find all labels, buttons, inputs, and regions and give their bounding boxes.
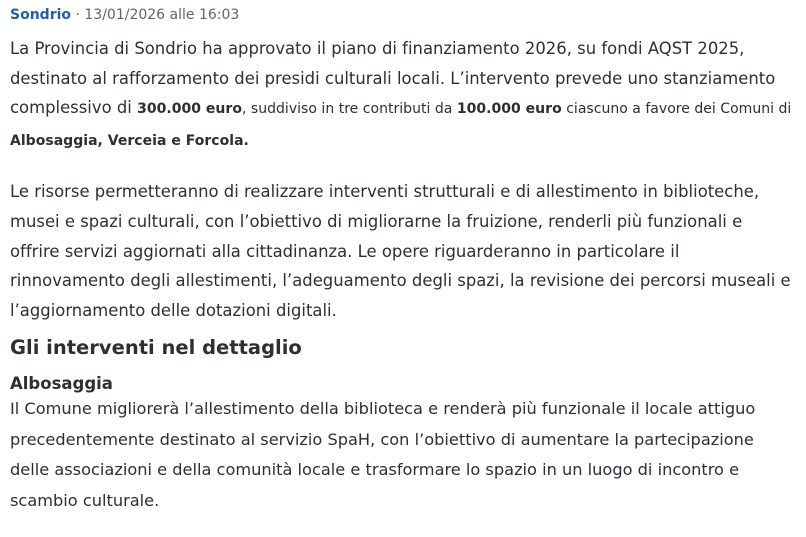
amount-total: 300.000 euro	[137, 101, 242, 118]
intro-text-2: , suddiviso in tre contributi da	[241, 101, 457, 118]
albosaggia-paragraph: Il Comune migliorerà l’allestimento della biblioteca e renderà più funzionale il locale attiguo precedentemente destinato al servizio SpaH, con l’obiettivo di aumentare la partecipazione delle associazioni e della comunità locale e trasformare lo spazio in un luogo di incontro e scambio culturale.	[10, 399, 756, 510]
publish-datetime: 13/01/2026 alle 16:03	[84, 7, 240, 23]
section-heading: Gli interventi nel dettaglio	[10, 336, 302, 360]
intro-text-3: ciascuno a favore dei Comuni di	[561, 101, 792, 118]
meta-separator: ·	[71, 7, 85, 23]
amount-each: 100.000 euro	[456, 101, 562, 118]
article-meta	[10, 5, 796, 25]
intro-text-1: La Provincia di Sondrio ha approvato il piano di finanziamento 2026, su fondi AQST 2025, destinato al rafforzamento dei presidi culturali locali. L’intervento prevede uno stanziamento complessivo di	[10, 39, 776, 118]
resources-paragraph: Le risorse permetteranno di realizzare interventi strutturali e di allestimento in biblioteche, musei e spazi culturali, con l’obiettivo di migliorarne la fruizione, renderli più funzionali e offrire servizi aggiornati alla cittadinanza. Le opere riguarderanno in particolare il rinnovamento degli allestimenti, l’adeguamento degli spazi, la revisione dei percorsi museali e l’aggiornamento delle dotazioni digitali.	[10, 182, 791, 320]
albosaggia-heading: Albosaggia	[10, 374, 113, 394]
location-label[interactable]: Sondrio	[10, 7, 72, 23]
comuni-list: Albosaggia, Verceia e Forcola.	[10, 132, 249, 149]
intro-paragraph	[10, 34, 796, 156]
